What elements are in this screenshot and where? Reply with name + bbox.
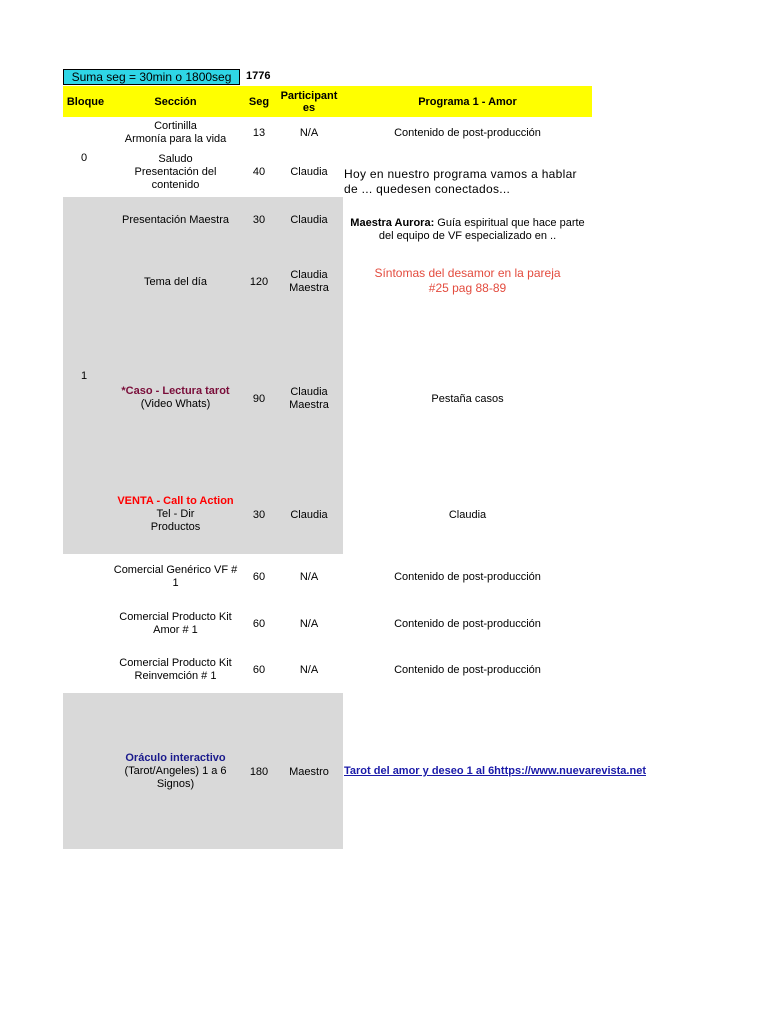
row-tema-participantes[interactable]: Claudia Maestra [289,269,329,294]
row-oraculo-seccion[interactable] [108,752,243,791]
row-comercial-generico-participantes[interactable]: N/A [299,570,319,583]
block-0-number[interactable]: 0 [81,152,88,164]
block-1-number[interactable]: 1 [81,370,88,382]
sum-target-cell[interactable]: Suma seg = 30min o 1800seg [63,69,240,85]
row-kit-reinvencion-seg[interactable]: 60 [252,663,266,676]
header-programa[interactable]: Programa 1 - Amor [343,86,592,117]
header-participantes[interactable]: Participantes [275,86,343,117]
row-oraculo-participantes[interactable]: Maestro [289,765,329,778]
row-caso-programa[interactable]: Pestaña casos [431,392,504,405]
row-cortinilla-seg[interactable]: 13 [252,126,266,139]
venta-title: VENTA - Call to Action [117,495,234,507]
row-tema-seccion[interactable]: Tema del día [144,275,207,288]
row-kit-amor-seccion[interactable]: Comercial Producto Kit Amor # 1 [119,611,232,636]
row-caso-seccion[interactable] [108,385,243,411]
row-tema-programa[interactable]: Síntomas del desamor en la pareja #25 pag 88-89 [374,266,561,295]
maestra-description: Guía espiritual que hace parte del equipo de VF especializado en .. [378,217,585,242]
row-caso-participantes[interactable]: Claudia Maestra [289,386,329,411]
row-tema-seg[interactable]: 120 [249,275,269,288]
maestra-name: Maestra Aurora: [350,217,435,229]
header-seccion[interactable]: Sección [108,86,243,117]
row-cortinilla-seccion[interactable]: Cortinilla Armonía para la vida [124,120,227,145]
row-venta-seg[interactable]: 30 [252,508,266,521]
row-presentacion-seg[interactable]: 30 [252,213,266,226]
oraculo-title: Oráculo interactivo [125,752,226,764]
caso-title: *Caso - Lectura tarot [121,385,230,397]
row-presentacion-seccion[interactable]: Presentación Maestra [122,213,229,226]
row-kit-reinvencion-seccion[interactable]: Comercial Producto Kit Reinvemción # 1 [119,657,232,682]
row-cortinilla-participantes[interactable]: N/A [299,126,319,139]
sum-value-cell[interactable]: 1776 [246,70,271,82]
oraculo-subtitle: (Tarot/Angeles) 1 a 6 Signos) [124,765,227,790]
row-kit-reinvencion-participantes[interactable]: N/A [299,663,319,676]
row-saludo-seccion[interactable]: Saludo Presentación del contenido [134,152,217,191]
row-kit-amor-participantes[interactable]: N/A [299,617,319,630]
row-kit-reinvencion-programa[interactable]: Contenido de post-producción [394,663,541,676]
row-saludo-participantes[interactable]: Claudia [290,165,328,178]
row-cortinilla-programa[interactable]: Contenido de post-producción [394,126,541,139]
row-saludo-seg[interactable]: 40 [252,165,266,178]
row-oraculo-seg[interactable]: 180 [249,765,269,778]
row-oraculo-link[interactable]: Tarot del amor y deseo 1 al 6https://www.nuevarevista.net [344,765,646,777]
row-presentacion-programa[interactable] [343,217,592,243]
row-caso-seg[interactable]: 90 [252,392,266,405]
header-seg[interactable]: Seg [243,86,275,117]
row-venta-seccion[interactable] [108,495,243,534]
row-venta-participantes[interactable]: Claudia [290,508,328,521]
row-kit-amor-programa[interactable]: Contenido de post-producción [394,617,541,630]
row-saludo-programa[interactable]: Hoy en nuestro programa vamos a hablar de ... quedesen conectados... [344,167,577,196]
row-kit-amor-seg[interactable]: 60 [252,617,266,630]
row-presentacion-participantes[interactable]: Claudia [290,213,328,226]
row-comercial-generico-seccion[interactable]: Comercial Genérico VF # 1 [113,564,238,589]
caso-subtitle: (Video Whats) [140,398,211,410]
venta-subtitle: Tel - Dir Productos [150,508,201,533]
row-comercial-generico-seg[interactable]: 60 [252,570,266,583]
header-bloque[interactable]: Bloque [63,86,108,117]
row-venta-programa[interactable]: Claudia [448,508,487,521]
row-comercial-generico-programa[interactable]: Contenido de post-producción [394,570,541,583]
